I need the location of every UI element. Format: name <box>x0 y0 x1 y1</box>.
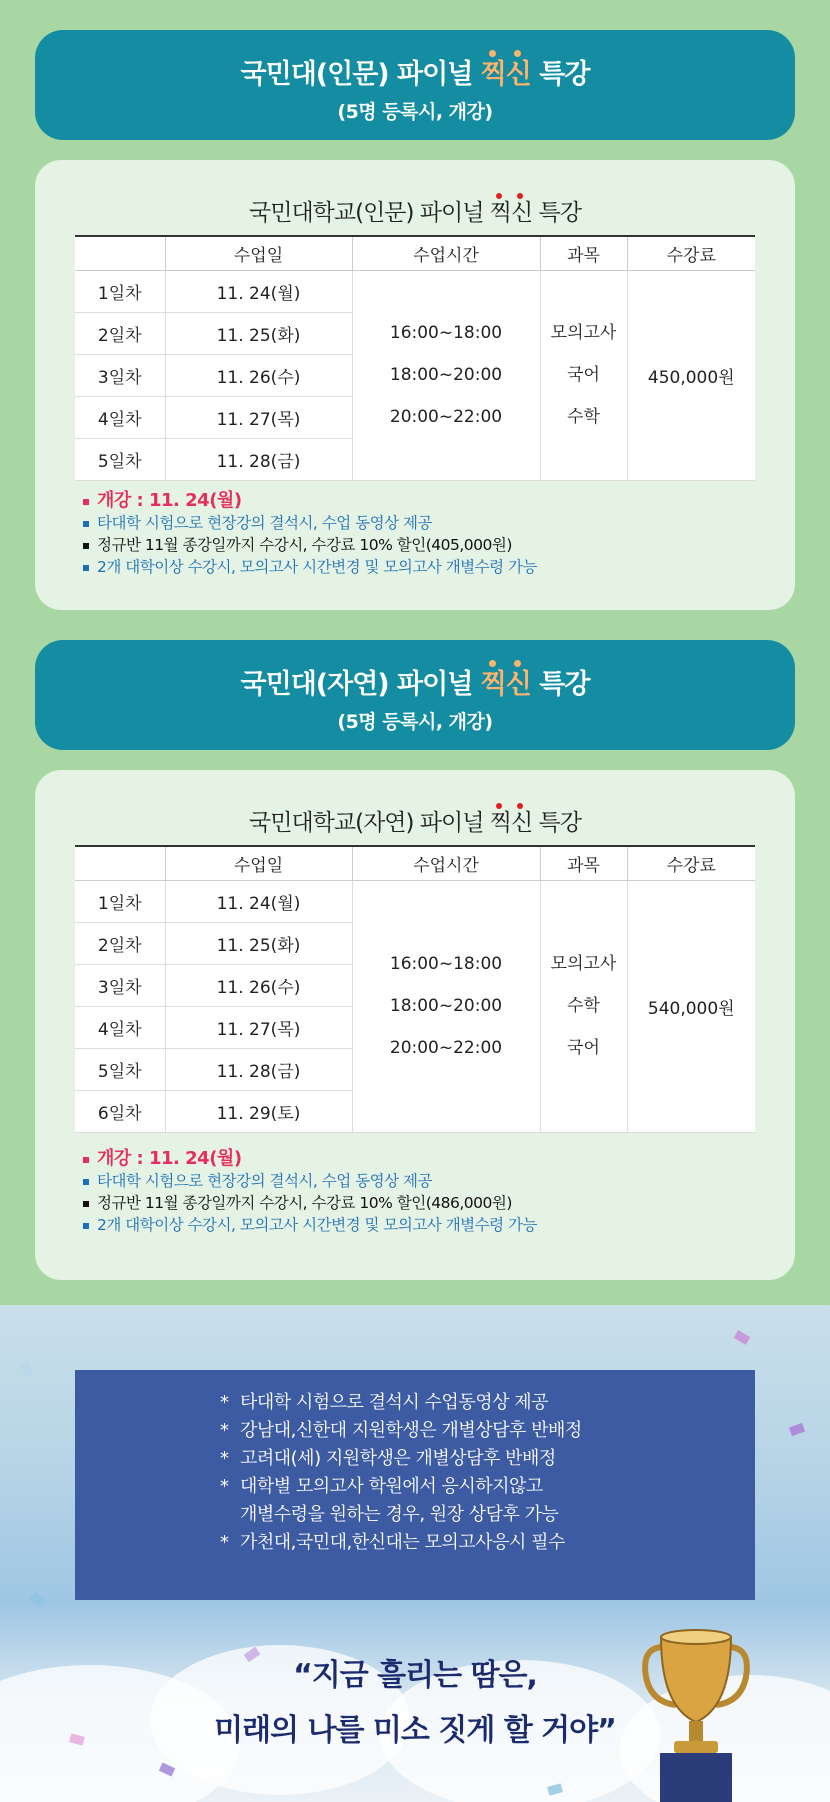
notice-item: * 고려대(세) 지원학생은 개별상담후 반배정 <box>220 1448 556 1469</box>
day-cell: 3일차 <box>75 354 165 396</box>
section1-header-title: 국민대(인문) 파이널 찍신 특강 <box>35 52 795 91</box>
notice-item: * 강남대,신한대 지원학생은 개별상담후 반배정 <box>220 1420 582 1441</box>
time-cell: 16:00~18:00 18:00~20:00 20:00~22:00 <box>352 880 540 1132</box>
section1-header-subtitle: (5명 등록시, 개강) <box>337 101 493 123</box>
notice-item: * 타대학 시험으로 결석시 수업동영상 제공 <box>220 1392 548 1413</box>
section1-notes <box>83 490 537 578</box>
col-header-date: 수업일 <box>165 236 352 270</box>
highlight-word: 찍신 <box>481 669 531 700</box>
date-cell: 11. 26(수) <box>165 964 352 1006</box>
notice-box <box>75 1370 755 1600</box>
date-cell: 11. 26(수) <box>165 354 352 396</box>
table-header-row <box>75 846 755 880</box>
section1-header <box>35 30 795 140</box>
notice-item: * 대학별 모의고사 학원에서 응시하지않고 개별수령을 원하는 경우, 원장 상담후 가능 <box>220 1476 559 1525</box>
day-cell: 1일차 <box>75 880 165 922</box>
date-cell: 11. 24(월) <box>165 270 352 312</box>
bottom-banner <box>0 1305 830 1802</box>
day-cell: 6일차 <box>75 1090 165 1132</box>
trophy-icon <box>636 1617 756 1802</box>
subject-cell: 모의고사 수학 국어 <box>540 880 627 1132</box>
col-header-day <box>75 236 165 270</box>
table-row <box>75 880 755 922</box>
fee-cell: 540,000원 <box>627 880 755 1132</box>
table-row <box>75 270 755 312</box>
date-cell: 11. 24(월) <box>165 880 352 922</box>
date-cell: 11. 25(화) <box>165 922 352 964</box>
col-header-date: 수업일 <box>165 846 352 880</box>
col-header-subject: 과목 <box>540 846 627 880</box>
section1-card-title: 국민대학교(인문) 파이널 찍신 특강 <box>35 194 795 227</box>
section2-header-title: 국민대(자연) 파이널 찍신 특강 <box>35 662 795 701</box>
day-cell: 4일차 <box>75 396 165 438</box>
day-cell: 1일차 <box>75 270 165 312</box>
day-cell: 5일차 <box>75 1048 165 1090</box>
col-header-fee: 수강료 <box>627 846 755 880</box>
note-item: 타대학 시험으로 현장강의 결석시, 수업 동영상 제공 <box>83 512 537 534</box>
fee-cell: 450,000원 <box>627 270 755 480</box>
date-cell: 11. 25(화) <box>165 312 352 354</box>
date-cell: 11. 28(금) <box>165 438 352 480</box>
note-item: 2개 대학이상 수강시, 모의고사 시간변경 및 모의고사 개별수령 가능 <box>83 1214 537 1236</box>
table-header-row <box>75 236 755 270</box>
col-header-day <box>75 846 165 880</box>
col-header-time: 수업시간 <box>352 846 540 880</box>
date-cell: 11. 28(금) <box>165 1048 352 1090</box>
date-cell: 11. 27(목) <box>165 1006 352 1048</box>
confetti-decoration <box>29 1591 45 1607</box>
section2-schedule-table <box>75 845 755 1133</box>
confetti-decoration <box>20 1361 35 1378</box>
notice-list <box>220 1389 582 1557</box>
confetti-decoration <box>734 1330 751 1345</box>
day-cell: 2일차 <box>75 312 165 354</box>
section2-notes <box>83 1148 537 1236</box>
section2-header <box>35 640 795 750</box>
section2-card-title: 국민대학교(자연) 파이널 찍신 특강 <box>35 804 795 837</box>
quote-line2: 미래의 나를 미소 짓게 할 거야” <box>214 1713 616 1748</box>
note-item: 개강 : 11. 24(월) <box>83 490 537 512</box>
note-item: 2개 대학이상 수강시, 모의고사 시간변경 및 모의고사 개별수령 가능 <box>83 556 537 578</box>
section1-card <box>35 160 795 610</box>
quote-line1: “지금 흘리는 땀은, <box>293 1658 537 1693</box>
col-header-subject: 과목 <box>540 236 627 270</box>
date-cell: 11. 29(토) <box>165 1090 352 1132</box>
note-item: 타대학 시험으로 현장강의 결석시, 수업 동영상 제공 <box>83 1170 537 1192</box>
confetti-decoration <box>789 1423 805 1436</box>
day-cell: 3일차 <box>75 964 165 1006</box>
col-header-time: 수업시간 <box>352 236 540 270</box>
notice-item: * 가천대,국민대,한신대는 모의고사응시 필수 <box>220 1532 565 1553</box>
section2-header-subtitle: (5명 등록시, 개강) <box>337 711 493 733</box>
day-cell: 5일차 <box>75 438 165 480</box>
day-cell: 2일차 <box>75 922 165 964</box>
section1-schedule-table <box>75 235 755 481</box>
note-item: 정규반 11월 종강일까지 수강시, 수강료 10% 할인(486,000원) <box>83 1192 537 1214</box>
highlight-word: 찍신 <box>481 59 531 90</box>
time-cell: 16:00~18:00 18:00~20:00 20:00~22:00 <box>352 270 540 480</box>
note-item: 개강 : 11. 24(월) <box>83 1148 537 1170</box>
note-item: 정규반 11월 종강일까지 수강시, 수강료 10% 할인(405,000원) <box>83 534 537 556</box>
day-cell: 4일차 <box>75 1006 165 1048</box>
date-cell: 11. 27(목) <box>165 396 352 438</box>
col-header-fee: 수강료 <box>627 236 755 270</box>
section2-card <box>35 770 795 1280</box>
subject-cell: 모의고사 국어 수학 <box>540 270 627 480</box>
